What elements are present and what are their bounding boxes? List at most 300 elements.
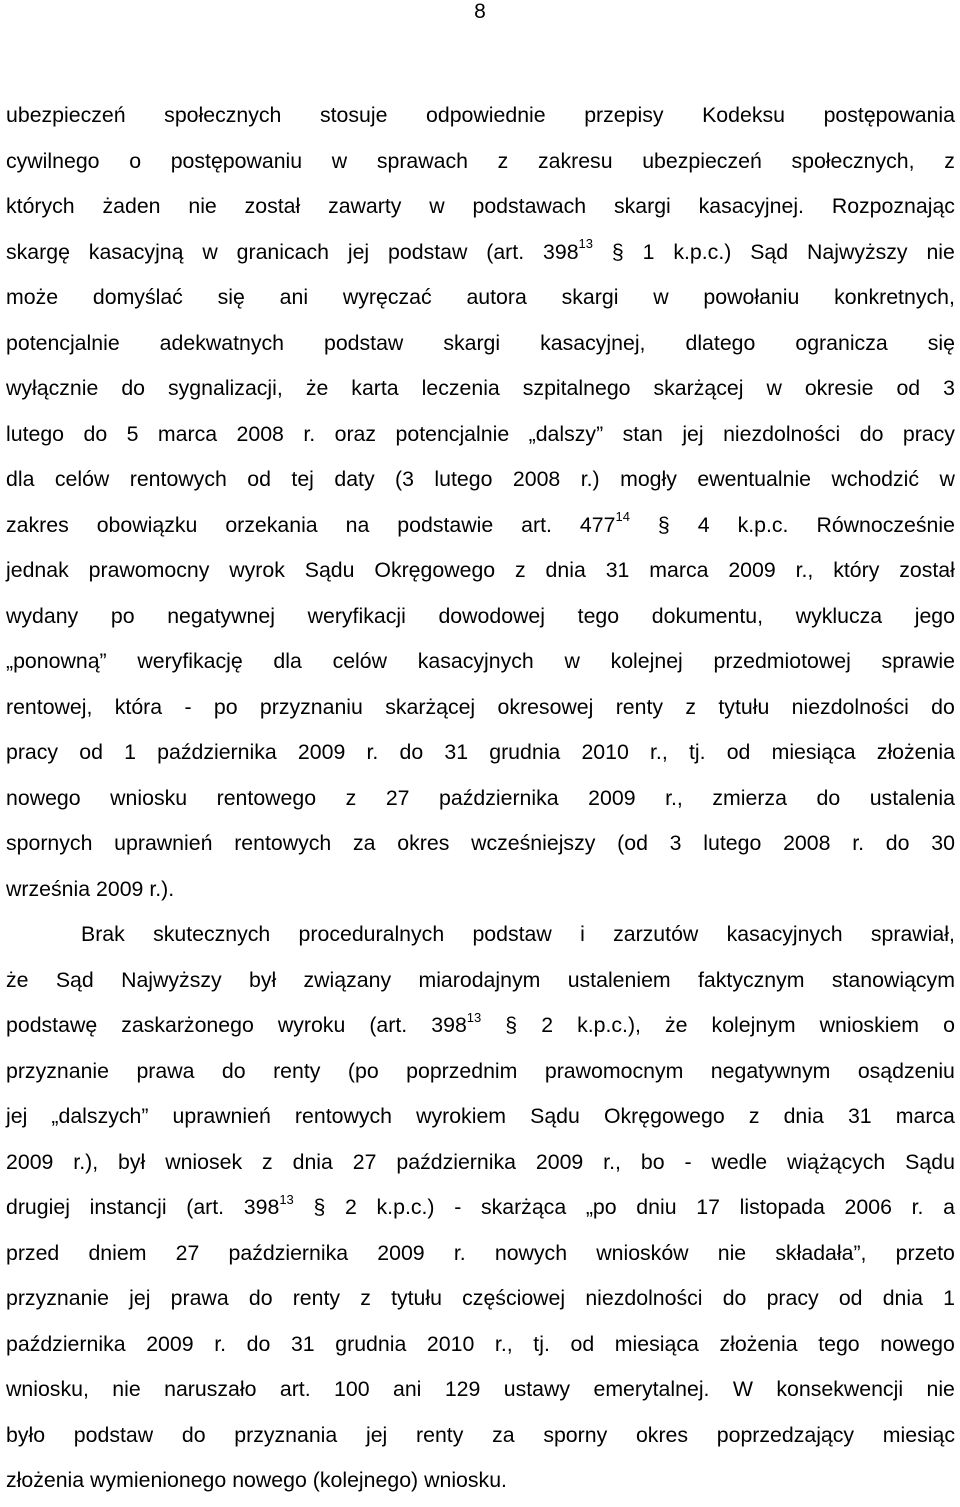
- text-line: [6, 278, 955, 324]
- word: października: [6, 1331, 126, 1356]
- word: podstawach: [472, 194, 587, 218]
- word: a: [943, 1195, 955, 1219]
- text-line: [6, 1188, 955, 1234]
- word: okres: [397, 831, 450, 855]
- word: renty: [292, 1286, 341, 1310]
- word: o: [943, 1013, 955, 1037]
- word: w: [939, 467, 955, 491]
- word: zarzutów: [613, 922, 699, 946]
- word: listopada: [739, 1195, 825, 1219]
- text-line: [6, 187, 955, 233]
- word: dla: [6, 467, 35, 491]
- word: marca: [895, 1104, 955, 1128]
- word: do: [859, 421, 884, 446]
- word: odpowiednie: [426, 103, 546, 127]
- word: w: [653, 285, 669, 309]
- word: nie: [926, 239, 955, 264]
- word: naruszało: [164, 1377, 257, 1401]
- word: w: [564, 649, 580, 673]
- word: celów: [54, 467, 110, 491]
- word: z: [262, 1149, 273, 1174]
- word: wniosku: [110, 785, 188, 810]
- word: po: [213, 694, 238, 719]
- word: skargi: [613, 194, 671, 218]
- text-line: [6, 369, 955, 415]
- superscript: 14: [615, 509, 630, 525]
- word: jej: [682, 421, 704, 446]
- word: kolejnej: [610, 649, 683, 673]
- word: jego: [914, 603, 955, 628]
- word: r.: [852, 831, 865, 855]
- word: dowodowej: [438, 603, 546, 628]
- word: po: [110, 603, 135, 628]
- word: z: [685, 694, 697, 719]
- text-line: [6, 1006, 955, 1052]
- word: granicach: [236, 239, 329, 264]
- word: negatywnej: [167, 603, 275, 628]
- word: że: [305, 376, 329, 400]
- word: częściowej: [462, 1286, 566, 1310]
- word: w: [429, 194, 445, 218]
- word: wniosków: [596, 1240, 689, 1265]
- word: faktycznym: [698, 967, 805, 992]
- text-line: [6, 1279, 955, 1325]
- text-line: [6, 870, 955, 916]
- word: społecznych,: [791, 148, 915, 173]
- word: 2009: [728, 558, 776, 582]
- word: prawomocny: [88, 558, 210, 582]
- word: tj.: [688, 740, 706, 764]
- word: uprawnień: [172, 1104, 271, 1128]
- word: niezdolności: [791, 694, 909, 719]
- text-line: [6, 961, 955, 1007]
- word: jej: [365, 1422, 388, 1447]
- word: (kolejnego): [312, 1468, 419, 1492]
- word: ustaleniem: [567, 967, 671, 992]
- word: do: [248, 1286, 273, 1310]
- word: rentowych: [234, 831, 332, 855]
- word: r.: [911, 1195, 924, 1219]
- word: nowego: [6, 785, 81, 810]
- word: dlatego: [685, 330, 756, 355]
- word: 27: [175, 1240, 200, 1265]
- word: miesiąca: [771, 740, 856, 764]
- word: pracy: [766, 1286, 819, 1310]
- word: tytułu: [391, 1286, 442, 1310]
- word: 1: [124, 740, 136, 764]
- word: ani: [279, 285, 309, 309]
- text-line: [6, 1234, 955, 1280]
- word: nowego: [880, 1331, 955, 1356]
- word: pracy: [902, 421, 955, 446]
- word: 2009: [6, 1149, 54, 1174]
- word: konsekwencji: [776, 1377, 904, 1401]
- word: autora: [466, 285, 527, 309]
- word: leczenia: [421, 376, 500, 400]
- word: 17: [696, 1195, 720, 1219]
- word: przeto: [895, 1240, 955, 1265]
- word: r.): [580, 467, 600, 491]
- word: wchodzić: [831, 467, 920, 491]
- word: celów: [332, 649, 388, 673]
- word: miesiąca: [614, 1331, 699, 1356]
- word: wcześniejszy: [471, 831, 596, 855]
- word: rentowego: [216, 785, 317, 810]
- word: wyrokiem: [416, 1104, 507, 1128]
- word: sprawie: [881, 649, 955, 673]
- word: r.,: [665, 785, 683, 810]
- word: nie: [717, 1240, 747, 1265]
- word: do: [931, 694, 955, 719]
- word: października: [439, 785, 559, 810]
- word: pracy: [6, 740, 59, 764]
- word: zawarty: [328, 194, 402, 218]
- word: przyznaniu: [259, 694, 363, 719]
- word: dniu: [636, 1195, 677, 1219]
- word: października: [157, 740, 277, 764]
- word: osądzeniu: [857, 1058, 955, 1083]
- text-line: [6, 1325, 955, 1371]
- word: od: [896, 376, 921, 400]
- word: 27: [385, 785, 410, 810]
- word: marca: [157, 421, 218, 446]
- text-line: [6, 1416, 955, 1462]
- word: złożenia: [6, 1468, 85, 1492]
- word: art.: [279, 1377, 311, 1401]
- word: skarżącej: [385, 694, 476, 719]
- word: renty: [615, 694, 664, 719]
- word: ubezpieczeń: [6, 103, 126, 127]
- word: -: [454, 1195, 462, 1219]
- word: cywilnego: [6, 148, 100, 173]
- word: tytułu: [718, 694, 770, 719]
- word: 31: [290, 1331, 315, 1356]
- word: że: [665, 1013, 688, 1037]
- word: instancji: [89, 1195, 167, 1219]
- text-line: [6, 733, 955, 779]
- word: 2009: [146, 1331, 194, 1356]
- word: art.: [521, 512, 552, 537]
- word: 2: [541, 1013, 554, 1037]
- word: 2006: [844, 1195, 892, 1219]
- word: 4: [697, 512, 710, 537]
- word: kolejnym: [711, 1013, 796, 1037]
- word: i: [580, 922, 585, 946]
- word: wnioskiem: [819, 1013, 920, 1037]
- word: złożenia: [719, 1331, 798, 1356]
- word: 2009: [588, 785, 636, 810]
- word: nie: [188, 194, 217, 218]
- word: Sądu: [304, 558, 355, 582]
- word: orzekania: [225, 512, 318, 537]
- word: r.).: [149, 876, 175, 901]
- word: okres: [635, 1422, 689, 1447]
- word: §: [657, 512, 670, 537]
- word: lutego: [434, 467, 493, 491]
- word: dnia: [292, 1149, 333, 1174]
- word: 2009: [535, 1149, 584, 1174]
- word: w: [331, 148, 348, 173]
- word: tej: [291, 467, 314, 491]
- word: podstaw: [472, 922, 552, 946]
- word: powołaniu: [703, 285, 800, 309]
- word: ubezpieczeń: [642, 148, 762, 173]
- superscript: 13: [578, 236, 594, 252]
- word: mogły: [620, 467, 677, 491]
- word: Okręgowego: [374, 558, 496, 582]
- word: do: [121, 376, 146, 400]
- word: (art.: [369, 1013, 408, 1037]
- word: z: [748, 1104, 760, 1128]
- word: od: [838, 1286, 863, 1310]
- word: r.: [453, 1240, 466, 1265]
- word: daty: [334, 467, 375, 491]
- word: 5: [126, 421, 139, 446]
- word: 2009: [297, 740, 346, 764]
- word: się: [927, 330, 955, 355]
- word: do: [399, 740, 424, 764]
- word: §: [313, 1195, 326, 1219]
- word: podstaw: [73, 1422, 154, 1447]
- word: był: [248, 967, 277, 992]
- word: -: [184, 694, 192, 719]
- word: r.: [366, 740, 379, 764]
- word: niezdolności: [723, 421, 841, 446]
- word: grudnia: [489, 740, 561, 764]
- word: wyłącznie: [6, 376, 99, 400]
- word: Rozpoznając: [831, 194, 955, 218]
- word: weryfikację: [137, 649, 243, 673]
- word: kasacyjnej.: [698, 194, 804, 218]
- word: kasacyjnych: [417, 649, 534, 673]
- word: podstawę: [6, 1013, 98, 1037]
- word: wyrok: [229, 558, 285, 582]
- word: 30: [931, 831, 955, 855]
- word: 2008: [512, 467, 561, 491]
- word: do: [816, 785, 841, 810]
- word: sporny: [543, 1422, 608, 1447]
- word: rentowych: [129, 467, 227, 491]
- word: który: [833, 558, 880, 582]
- text-line: [6, 233, 955, 279]
- word: 100: [334, 1377, 370, 1401]
- word: związany: [303, 967, 392, 992]
- word: było: [6, 1422, 46, 1447]
- word: jednak: [6, 558, 69, 582]
- word: z: [515, 558, 526, 582]
- word: grudnia: [335, 1331, 407, 1356]
- word: do: [246, 1331, 271, 1356]
- text-line: [6, 415, 955, 461]
- word: marca: [649, 558, 709, 582]
- word: 31: [605, 558, 630, 582]
- word: „po: [585, 1195, 617, 1219]
- word: jej: [129, 1286, 151, 1310]
- word: podstaw: [388, 239, 468, 264]
- word: września: [6, 876, 91, 901]
- word: przepisy: [584, 103, 664, 127]
- word: przyznania: [234, 1422, 338, 1447]
- text-line: [6, 142, 955, 188]
- word: od: [726, 740, 751, 764]
- word: żaden: [102, 194, 161, 218]
- word: r.),: [73, 1149, 99, 1174]
- word: z: [345, 785, 357, 810]
- word: adekwatnych: [159, 330, 284, 355]
- word: Najwyższy: [121, 967, 222, 992]
- superscript: 13: [279, 1191, 294, 1207]
- word: emerytalnej.: [593, 1377, 710, 1401]
- word: wydany: [6, 603, 79, 628]
- word: skarżąca: [480, 1195, 567, 1219]
- word: 129: [444, 1377, 481, 1401]
- word: nie: [112, 1377, 141, 1401]
- text-line: [6, 688, 955, 734]
- text-line: [6, 1052, 955, 1098]
- word: października: [396, 1149, 516, 1174]
- word: od: [247, 467, 271, 491]
- word: skargi: [443, 330, 501, 355]
- word: 3: [669, 831, 682, 855]
- word: miesiąc: [882, 1422, 955, 1447]
- word: sprawach: [376, 148, 468, 173]
- word: 2009: [377, 1240, 425, 1265]
- word: niezdolności: [585, 1286, 703, 1310]
- word: r.,: [494, 1331, 513, 1356]
- word: „dalszych”: [51, 1104, 149, 1128]
- word: $477^{14}$: [579, 509, 630, 537]
- word: wedle: [711, 1149, 768, 1174]
- word: za: [353, 831, 376, 855]
- word: lutego: [703, 831, 762, 855]
- word: $398^{13}$: [543, 236, 594, 264]
- text-line: [6, 824, 955, 870]
- word: przyznanie: [6, 1286, 109, 1310]
- text-line: [6, 779, 955, 825]
- word: §: [611, 239, 624, 264]
- word: został: [244, 194, 301, 218]
- word: nie: [926, 1377, 955, 1401]
- word: poprzednim: [406, 1058, 518, 1083]
- word: (3: [395, 467, 414, 491]
- word: w: [202, 239, 218, 264]
- word: tego: [577, 603, 620, 628]
- word: 2010: [426, 1331, 475, 1356]
- word: społecznych: [164, 103, 282, 127]
- superscript: 13: [466, 1009, 482, 1025]
- word: potencjalnie: [6, 330, 120, 355]
- word: kasacyjnych: [726, 922, 843, 946]
- word: k.p.c.): [673, 239, 732, 264]
- word: renty: [416, 1422, 464, 1447]
- word: skargi: [561, 285, 619, 309]
- word: kasacyjną: [88, 239, 184, 264]
- word: negatywnym: [710, 1058, 831, 1083]
- word: k.p.c.: [737, 512, 789, 537]
- word: podstawie: [397, 512, 494, 537]
- word: do: [885, 831, 910, 855]
- word: dnia: [545, 558, 586, 582]
- word: nowego: [232, 1468, 307, 1492]
- word: potencjalnie: [395, 421, 510, 446]
- word: do: [221, 1058, 246, 1083]
- word: W: [732, 1377, 753, 1401]
- word: Sąd: [55, 967, 94, 992]
- text-line: [6, 1097, 955, 1143]
- word: których: [6, 194, 75, 218]
- word: podstaw: [323, 330, 404, 355]
- word: z: [497, 148, 509, 173]
- word: Okręgowego: [603, 1104, 725, 1128]
- word: 27: [352, 1149, 377, 1174]
- word: spornych: [6, 831, 93, 855]
- word: kasacyjnej,: [540, 330, 646, 355]
- word: stan: [622, 421, 663, 446]
- word: 2010: [581, 740, 629, 764]
- text-line: [6, 1143, 955, 1189]
- word: uprawnień: [114, 831, 213, 855]
- word: jej: [6, 1104, 28, 1128]
- word: dnia: [882, 1286, 923, 1310]
- word: która: [114, 694, 163, 719]
- word: tego: [818, 1331, 860, 1356]
- word: ogranicza: [795, 330, 888, 355]
- word: domyślać: [92, 285, 183, 309]
- text-line: [6, 460, 955, 506]
- text-line: [6, 1461, 955, 1507]
- word: prawa: [170, 1286, 229, 1310]
- text-line: [6, 96, 955, 142]
- word: proceduralnych: [298, 922, 445, 946]
- word: prawa: [136, 1058, 195, 1083]
- word: że: [6, 967, 29, 992]
- word: do: [722, 1286, 747, 1310]
- word: wniosek: [165, 1149, 243, 1174]
- word: lutego: [6, 421, 65, 446]
- word: konkretnych,: [834, 285, 955, 309]
- word: ustawy: [503, 1377, 571, 1401]
- word: ewentualnie: [697, 467, 812, 491]
- word: (art.: [186, 1195, 225, 1219]
- word: k.p.c.),: [577, 1013, 641, 1037]
- word: o: [129, 148, 142, 173]
- word: stosuje: [319, 103, 388, 127]
- word: przyznanie: [6, 1058, 109, 1083]
- word: skarżącej: [653, 376, 744, 400]
- word: w: [766, 376, 782, 400]
- word: renty: [273, 1058, 321, 1083]
- word: „ponowną”: [6, 649, 107, 673]
- word: z: [944, 148, 955, 173]
- page-number: 8: [474, 0, 486, 23]
- word: 3: [943, 376, 955, 400]
- word: karta: [351, 376, 399, 400]
- word: z: [360, 1286, 371, 1310]
- word: złożenia: [876, 740, 955, 764]
- word: 31: [847, 1104, 872, 1128]
- text-line: [6, 551, 955, 597]
- word: sygnalizacji,: [168, 376, 283, 400]
- word: bo: [640, 1149, 665, 1174]
- word: weryfikacji: [307, 603, 406, 628]
- word: rentowych: [294, 1104, 392, 1128]
- word: był: [118, 1149, 146, 1174]
- word: zakresu: [537, 148, 613, 173]
- word: oraz: [334, 421, 377, 446]
- word: Sąd: [750, 239, 789, 264]
- word: 2008: [236, 421, 284, 446]
- word: wyręczać: [342, 285, 432, 309]
